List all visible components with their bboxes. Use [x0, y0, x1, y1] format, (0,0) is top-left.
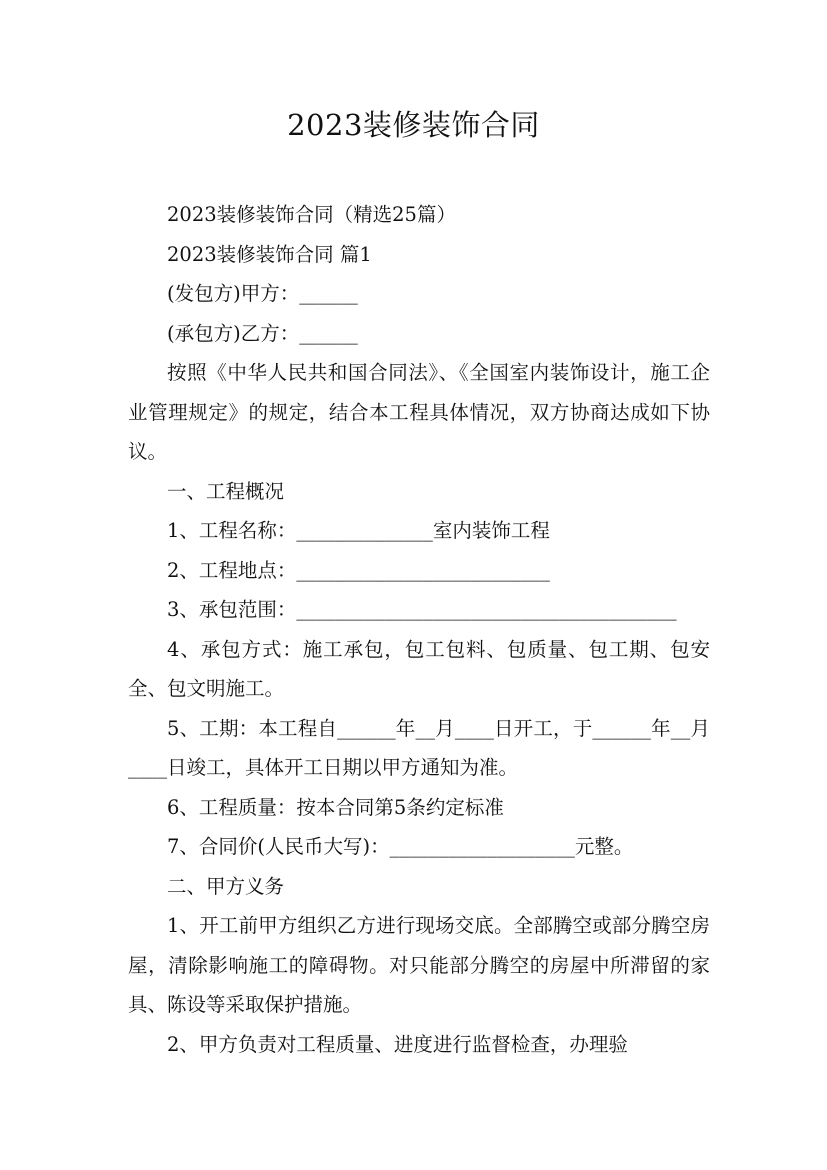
document-body	[128, 195, 710, 1064]
paragraph: 2023装修装饰合同（精选25篇）	[167, 203, 456, 226]
paragraph: 3、承包范围：_______________________________________	[167, 598, 677, 621]
paragraph: (发包方)甲方：______	[167, 282, 358, 305]
paragraph: 5、工期：本工程自______年__月____日开工，于______年__月____日竣工，具体开工日期以甲方通知为准。	[128, 716, 710, 779]
paragraph: 2023装修装饰合同 篇1	[167, 242, 372, 266]
paragraph: 2、甲方负责对工程质量、进度进行监督检查，办理验	[167, 1032, 628, 1056]
paragraph: 1、开工前甲方组织乙方进行现场交底。全部腾空或部分腾空房屋，清除影响施工的障碍物。对只能部分腾空的房屋中所滞留的家具、陈设等采取保护措施。	[128, 914, 710, 1016]
paragraph: 6、工程质量：按本合同第5条约定标准	[167, 795, 504, 819]
paragraph: (承包方)乙方：______	[167, 321, 358, 345]
section-heading: 二、甲方义务	[167, 874, 285, 898]
section-heading: 一、工程概况	[167, 479, 285, 503]
paragraph: 2、工程地点：__________________________	[167, 558, 550, 582]
paragraph: 1、工程名称：______________室内装饰工程	[167, 519, 550, 542]
paragraph: 4、承包方式：施工承包，包工包料、包质量、包工期、包安全、包文明施工。	[128, 637, 710, 700]
paragraph: 按照《中华人民共和国合同法》、《全国室内装饰设计，施工企业管理规定》的规定，结合本工程具体情况，双方协商达成如下协议。	[128, 361, 710, 463]
document-title: 2023装修装饰合同	[287, 108, 540, 142]
paragraph: 7、合同价(人民币大写)：___________________元整。	[167, 835, 634, 858]
